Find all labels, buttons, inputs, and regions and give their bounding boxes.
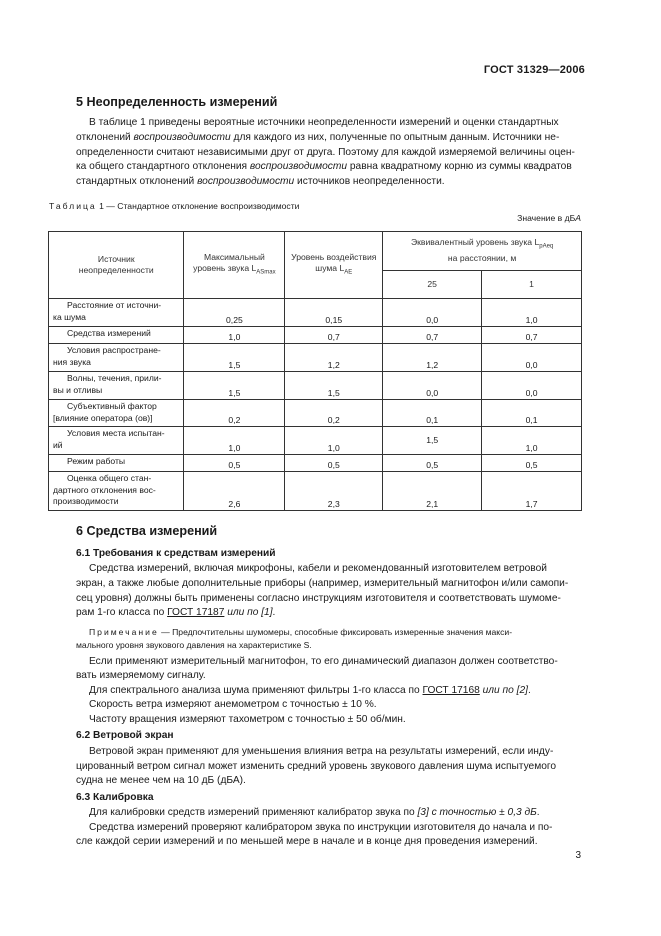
table-row: Субъективный фактор [влияние оператора (ов)] 0,2 0,2 0,1 0,1 [49, 400, 582, 427]
s5-line-5: стандартных отклонений воспроизводимости источников неопределенности. [76, 176, 445, 187]
s62-line-3: судна не менее чем на 10 дБ (дБА). [76, 775, 246, 786]
col-header-25m: 25 [383, 270, 482, 298]
s5-line-3: определенности считают независимыми друг от друга. Поэтому для каждой измеряемой величины оцен- [76, 147, 575, 158]
s61-p2-line-1: Если применяют измерительный магнитофон, то его динамический диапазон должен соответство- [89, 656, 558, 667]
s5-line-1: В таблице 1 приведены вероятные источники неопределенности измерений и оценки стандартных [89, 117, 559, 128]
section-6-title: 6 Средства измерений [76, 524, 218, 538]
table-row: Условия места испытан- ий 1,0 1,0 1,5 1,0 [49, 427, 582, 455]
section-6-2-title: 6.2 Ветровой экран [76, 730, 174, 741]
section-6-1-title: 6.1 Требования к средствам измерений [76, 548, 276, 559]
s5-line-2: отклонений воспроизводимости для каждого из них, полученные по опытным данным. Источники не- [76, 132, 560, 143]
page-number: 3 [575, 850, 581, 861]
table-row: Расстояние от источни- ка шума 0,25 0,15 0,0 1,0 [49, 299, 582, 327]
s61-line-2: экран, а также любые дополнительные приборы (например, измерительный магнитофон и/или самопи- [76, 578, 569, 589]
s63-line-1: Для калибровки средств измерений применяют калибратор звука по [3] с точностью ± 0,3 дБ. [89, 807, 540, 818]
document-id: ГОСТ 31329—2006 [483, 64, 585, 76]
table-row: Условия распростране- ния звука 1,5 1,2 1,2 0,0 [49, 344, 582, 372]
s61-line-4: рам 1-го класса по ГОСТ 17187 или по [1]. [76, 607, 276, 618]
s61-line-1: Средства измерений, включая микрофоны, кабели и рекомендованный изготовителем ветровой [89, 563, 547, 574]
reproducibility-table [48, 231, 582, 511]
table-units: Значение в дБА [517, 213, 581, 223]
s62-line-1: Ветровой экран применяют для уменьшения влияния ветра на результаты измерений, если инду- [89, 746, 554, 757]
s61-p5: Частоту вращения измеряют тахометром с точностью ± 50 об/мин. [89, 714, 406, 725]
s63-line-2: Средства измерений проверяют калибратором звука по инструкции изготовителя до начала и по- [89, 822, 553, 833]
table-row: Режим работы 0,5 0,5 0,5 0,5 [49, 455, 582, 472]
s5-line-4: ка общего стандартного отклонения воспроизводимости равна квадратному корню из суммы квадратов [76, 161, 572, 172]
s62-line-2: цированный ветром сигнал может изменить средний уровень звукового давления шума испытуемого [76, 761, 557, 772]
s61-p2-line-2: вать измеряемому сигналу. [76, 670, 206, 681]
s63-line-3: сле каждой серии измерений и по меньшей мере в начале и в конце дня проведения измерений. [76, 836, 538, 847]
gost-17187-link[interactable]: ГОСТ 17187 [167, 607, 225, 618]
col-header-equivalent: Эквивалентный уровень звука $L_{pAeq}$ на расстоянии, м [383, 232, 582, 271]
section-5-title: 5 Неопределенность измерений [76, 95, 278, 109]
col-header-source: Источник неопределенности [49, 232, 184, 299]
col-header-1m: 1 [482, 270, 582, 298]
gost-17168-link[interactable]: ГОСТ 17168 [422, 685, 480, 696]
s61-line-3: сец уровня) должны быть применены согласно инструкциям изготовителя и соответствовать шумоме- [76, 593, 561, 604]
s61-p3: Для спектрального анализа шума применяют фильтры 1-го класса по ГОСТ 17168 или по [2]. [89, 685, 531, 696]
note-line-1: Примечание — Предпочтительны шумомеры, способные фиксировать измеренные значения макси- [89, 627, 513, 637]
section-6-3-title: 6.3 Калибровка [76, 792, 154, 803]
col-header-exposure: Уровень воздействия шума $L_{AE}$ [285, 232, 383, 299]
table-row-total: Оценка общего стан- дартного отклонения вос- производимости 2,6 2,3 2,1 1,7 [49, 472, 582, 511]
table-row: Волны, течения, прили- вы и отливы 1,5 1,5 0,0 0,0 [49, 372, 582, 400]
table-row: Средства измерений 1,0 0,7 0,7 0,7 [49, 327, 582, 344]
s61-p4: Скорость ветра измеряют анемометром с точностью ± 10 %. [89, 699, 377, 710]
note-line-2: мального уровня звукового давления на характеристике S. [76, 640, 312, 650]
col-header-max-level: Максимальный уровень звука $L_{ASmax}$ [184, 232, 285, 299]
table-caption: Таблица 1 — Стандартное отклонение воспроизводимости [49, 201, 300, 211]
